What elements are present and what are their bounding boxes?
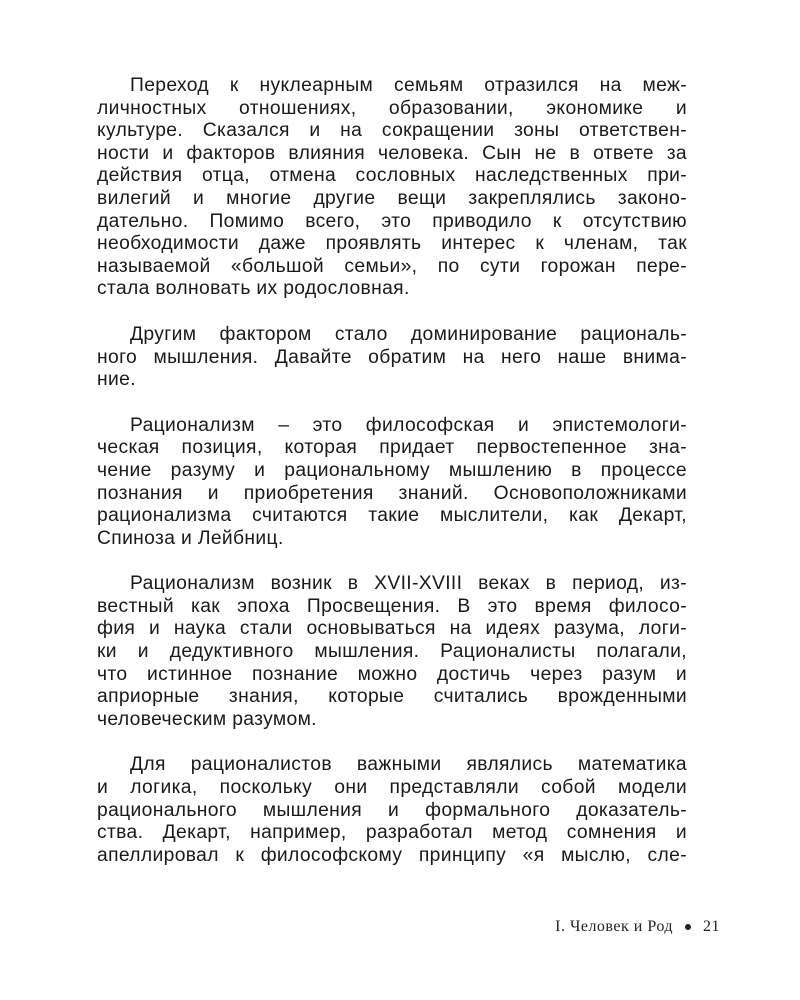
paragraph-1: [97, 75, 687, 301]
text-line: фия и наука стали основываться на идеях разума, логи-: [97, 618, 687, 640]
text-line: априорные знания, которые считались врожденными: [97, 686, 687, 708]
text-line: ки и дедуктивного мышления. Рационалисты полагали,: [97, 641, 687, 663]
text-line: ного мышления. Давайте обратим на него наше внима-: [97, 346, 687, 368]
paragraph-2: [97, 324, 687, 392]
text-line: необходимости даже проявлять интерес к членам, так: [97, 233, 687, 255]
text-line: культуре. Сказался и на сокращении зоны ответствен-: [97, 120, 687, 142]
text-line: познания и приобретения знаний. Основоположниками: [97, 482, 687, 504]
page-number: 21: [703, 918, 720, 935]
text-line: ности и факторов влияния человека. Сын не в ответе за: [97, 142, 687, 164]
text-line: Другим фактором стало доминирование рациональ-: [130, 323, 687, 345]
text-line: называемой «большой семьи», по сути горожан пере-: [97, 255, 687, 277]
text-line: человеческим разумом.: [97, 708, 317, 730]
paragraph-3: [97, 415, 687, 551]
text-line: чение разуму и рациональному мышлению в процессе: [97, 459, 687, 481]
text-line: дательно. Помимо всего, это приводило к отсутствию: [97, 210, 687, 232]
text-line: вилегий и многие другие вещи закреплялись законо-: [97, 187, 687, 209]
text-line: и логика, поскольку они представляли собой модели: [97, 777, 687, 799]
paragraph-5: [97, 754, 687, 867]
text-line: вестный как эпоха Просвещения. В это время филосо-: [97, 595, 687, 617]
text-line: Рационализм – это философская и эпистемологи-: [130, 414, 687, 436]
bullet-icon: [685, 924, 691, 930]
text-line: личностных отношениях, образовании, экономике и: [97, 97, 687, 119]
text-line: Спиноза и Лейбниц.: [97, 527, 284, 549]
paragraph-4: [97, 573, 687, 731]
text-line: Переход к нуклеарным семьям отразился на меж-: [130, 75, 687, 96]
text-line: ства. Декарт, например, разработал метод сомнения и: [97, 822, 687, 844]
text-line: рационализма считаются такие мыслители, как Декарт,: [97, 505, 687, 527]
running-head: I. Человек и Род: [555, 918, 673, 935]
text-line: действия отца, отмена сословных наследственных при-: [97, 165, 687, 187]
text-line: Рационализм возник в XVII-XVIII веках в период, из-: [130, 573, 687, 595]
text-line: что истинное познание можно достичь через разум и: [97, 663, 687, 685]
text-line: ние.: [97, 369, 136, 391]
page-footer: [555, 918, 720, 936]
text-line: стала волновать их родословная.: [97, 278, 410, 300]
page-body: [97, 75, 687, 890]
text-line: Для рационалистов важными являлись математика: [130, 754, 687, 776]
text-line: апеллировал к философскому принципу «я мыслю, сле-: [97, 844, 687, 866]
text-line: рационального мышления и формального доказатель-: [97, 799, 687, 821]
text-line: ческая позиция, которая придает первостепенное зна-: [97, 437, 687, 459]
